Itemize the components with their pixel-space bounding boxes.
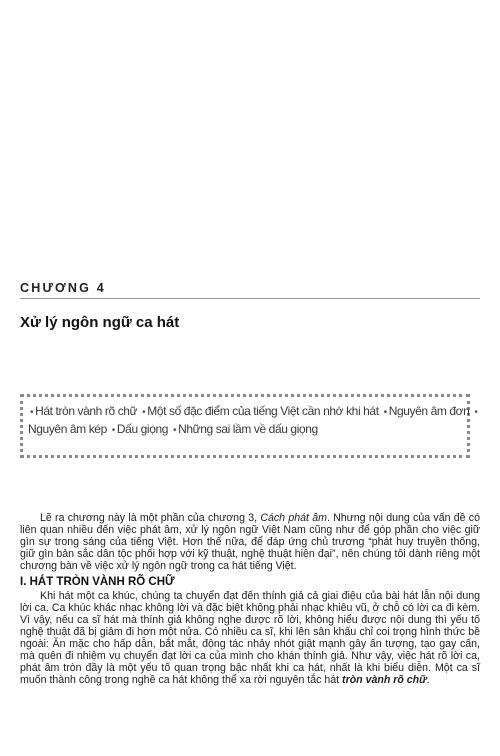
bullet-icon: • bbox=[111, 425, 115, 436]
chapter-divider bbox=[20, 298, 480, 299]
chapter-body bbox=[20, 512, 480, 686]
chapter-title: Xử lý ngôn ngữ ca hát bbox=[20, 314, 180, 331]
bullet-icon: • bbox=[142, 407, 146, 418]
contents-item: Hát tròn vành rõ chữ bbox=[35, 404, 138, 418]
bullet-icon: • bbox=[474, 407, 478, 418]
intro-paragraph bbox=[20, 512, 480, 572]
bullet-icon: • bbox=[172, 425, 177, 436]
section-heading: I. HÁT TRÒN VÀNH RÕ CHỮ bbox=[20, 576, 175, 588]
bullet-icon: • bbox=[383, 407, 387, 418]
chapter-reference: Cách phát âm bbox=[260, 512, 327, 524]
contents-line-2 bbox=[28, 421, 467, 439]
intro-text-cont: . Nhưng nội dung của vấn đề có liên quan nhiều đến việc phát âm, xử lý ngôn ngữ Việt Nam cũng như để góp phần cho việc giữ gìn sự trong sáng của tiếng Việt. Hơn thế nữa, để đáp ứng chủ trương “phát huy truyền thống, giữ gìn bản sắc dân tộc phối hợp với kỹ thuật, nghệ thuật hiện đại”, nên chúng tôi dành riêng một chương bàn về việc xử lý ngôn ngữ trong ca hát tiếng Việt. bbox=[20, 512, 480, 572]
bullet-icon: • bbox=[30, 407, 34, 418]
chapter-contents-box bbox=[20, 394, 478, 458]
contents-item: Một số đặc điểm của tiếng Việt cần nhớ khi hát bbox=[147, 404, 379, 418]
chapter-label: CHƯƠNG 4 bbox=[20, 281, 106, 295]
intro-text: Lẽ ra chương này là một phần của chương 3, bbox=[40, 512, 261, 524]
section-text: Khi hát một ca khúc, chúng ta chuyển đạt đến thính giả cả giai điệu của bài hát lẫn nội dung lời ca. Ca khúc khác nhạc không lời và đặc biệt không phải nhạc khiêu vũ, ở chỗ có lời ca đi kèm. Vì vậy, nếu ca sĩ hát mà thính giả không nghe được rõ lời, không hiểu được nội dung thì yếu tố nghệ thuật đã bị giảm đi hơn một nửa. Có nhiều ca sĩ, khi lên sân khấu chỉ coi trọng hình thức bề ngoài: Ăn mặc cho hấp dẫn, bắt mắt, động tác nhảy nhót giật mạnh gây ấn tượng, tạo gay cấn, mà quên đi nhiệm vụ chuyển đạt lời ca của mình cho khán thính giả. Như vậy, việc hát rõ lời ca, phát âm tròn đầy là một yếu tố quan trọng bậc nhất khi ca hát, nhất là khi biểu diễn. Một ca sĩ muốn thành công trong nghề ca hát không thể xa rời nguyên tắc hát bbox=[20, 590, 480, 686]
contents-item: Những sai lầm về dấu giọng bbox=[178, 422, 318, 436]
emphasis-text: tròn vành rõ chữ bbox=[342, 674, 427, 686]
contents-item: Dấu giọng bbox=[116, 422, 169, 436]
contents-item: Nguyên âm đơn bbox=[388, 404, 470, 418]
contents-item: Nguyên âm kép bbox=[28, 422, 107, 436]
contents-line-1 bbox=[28, 403, 478, 421]
section-paragraph bbox=[20, 590, 480, 686]
section-text-end: . bbox=[426, 674, 430, 686]
